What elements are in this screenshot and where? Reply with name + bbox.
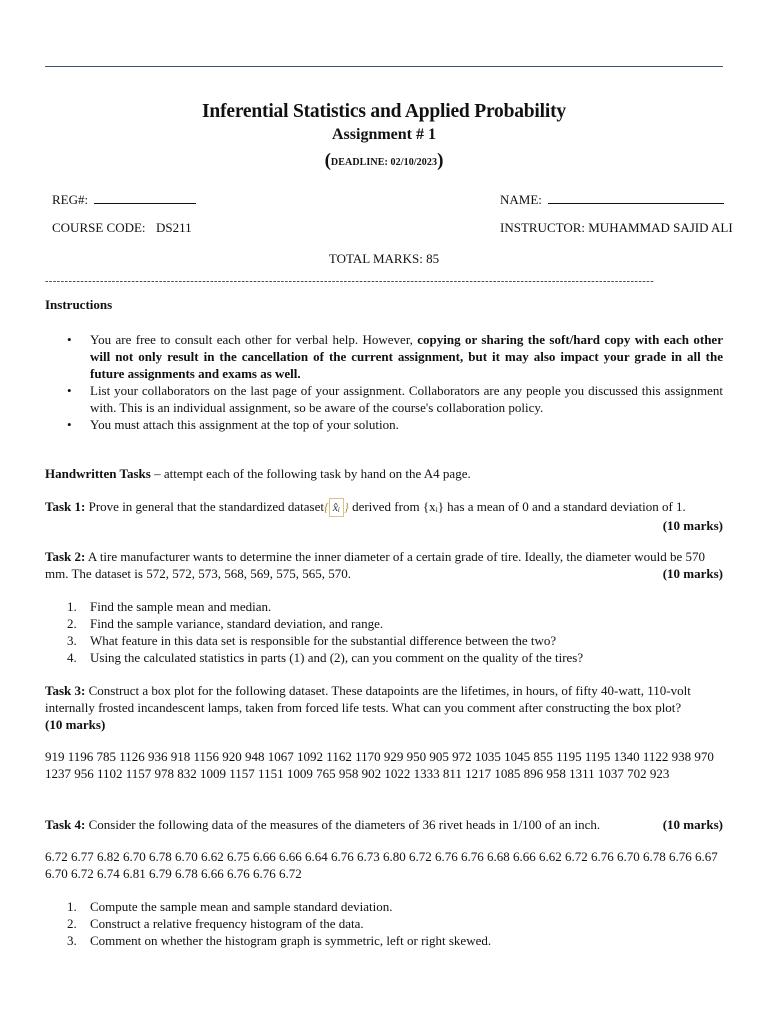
instructions-list [45, 331, 723, 433]
instruction-text: List your collaborators on the last page of your assignment. Collaborators are any people you discussed this assignment with. This is an individual assignment, so be aware of the course's collaboration policy. [90, 383, 723, 415]
instructions-heading: Instructions [45, 297, 113, 312]
task-4-marks: (10 marks) [662, 817, 723, 832]
task-4-text: Consider the following data of the measures of the diameters of 36 rivet heads in 1/100 of an inch. [85, 817, 601, 832]
task-4-item: 3. Comment on whether the histogram graph is symmetric, left or right skewed. [67, 933, 492, 948]
total-marks: TOTAL MARKS: 85 [328, 251, 440, 266]
task-2-item: 3. What feature in this data set is responsible for the substantial difference between the two? [67, 633, 557, 648]
handwritten-tasks [45, 465, 723, 482]
reg-blank [94, 192, 196, 204]
task-4-label: Task 4: [45, 817, 86, 832]
task-3-marks: (10 marks) [45, 717, 106, 732]
instruction-text: You must attach this assignment at the top of your solution. [90, 417, 399, 432]
x-hat-symbol: x̂ᵢ [329, 498, 344, 517]
task-2-item: 4. Using the calculated statistics in parts (1) and (2), can you comment on the quality of the tires? [67, 650, 584, 665]
instructor: INSTRUCTOR: MUHAMMAD SAJID ALI [500, 220, 733, 235]
deadline: (DEADLINE: 02/10/2023) [324, 150, 444, 171]
instruction-text: You are free to consult each other for verbal help. However, [90, 332, 418, 347]
task-2-text: A tire manufacturer wants to determine the inner diameter of a certain grade of tire. Ideally, the diameter would be 570 mm. The dataset is 572, 572, 573, 568, 569, 575, 565, 570. [45, 549, 706, 581]
task-1-label: Task 1: [45, 499, 86, 514]
name-label: NAME: [500, 192, 542, 207]
instruction-bold-text: copying or sharing the soft/hard copy with each other will not only result in the cancellation of the current assignment, but it may also impact your grade in all the future assignments and exams as well. [90, 332, 723, 381]
task-2-item: 1. Find the sample mean and median. [67, 599, 272, 614]
instruction-item: • You are free to consult each other for verbal help. However, copying or sharing the soft/hard copy with each other will not only result in the cancellation of the current assignment, but it may also impact your grade in all the future assignments and exams as well. [67, 332, 723, 381]
name-blank [548, 192, 724, 204]
top-rule [45, 66, 723, 67]
standardized-symbol: { x̂ᵢ } [324, 498, 349, 517]
handwritten-heading: Handwritten Tasks [45, 466, 151, 481]
task-1-text: Prove in general that the standardized dataset [85, 499, 324, 514]
task-4-item-text: Comment on whether the histogram graph is symmetric, left or right skewed. [90, 933, 492, 948]
task-4-list [45, 898, 723, 949]
task-4-item-text: Construct a relative frequency histogram of the data. [90, 916, 364, 931]
dashed-separator: ----------------------------------------------------------------------------------------------------------------------------------------------------------- [45, 276, 655, 287]
task-3 [45, 682, 723, 733]
task-4 [45, 816, 723, 833]
task-2 [45, 548, 723, 582]
assignment-number: Assignment # 1 [331, 126, 436, 143]
instruction-item: • You must attach this assignment at the top of your solution. [67, 417, 399, 432]
task-4-data: 6.72 6.77 6.82 6.70 6.78 6.70 6.62 6.75 6.66 6.66 6.64 6.76 6.73 6.80 6.72 6.76 6.76 6.68 6.66 6.62 6.72 6.76 6.70 6.78 6.76 6.67 6.70 6.72 6.74 6.81 6.79 6.78 6.66 6.76 6.76 6.72 [45, 849, 718, 881]
task-4-item: 2. Construct a relative frequency histogram of the data. [67, 916, 364, 931]
task-2-item-text: Using the calculated statistics in parts (1) and (2), can you comment on the quality of the tires? [90, 650, 584, 665]
task-4-item: 1. Compute the sample mean and sample standard deviation. [67, 899, 393, 914]
task-1 [45, 498, 723, 534]
task-3-text: Construct a box plot for the following dataset. These datapoints are the lifetimes, in hours, of fifty 40-watt, 110-volt internally frosted incandescent lamps, taken from forced life tests. What can you comment after constructing the box plot? [45, 683, 691, 715]
task-3-label: Task 3: [45, 683, 86, 698]
reg-field [52, 192, 196, 208]
document-title: Inferential Statistics and Applied Probability [202, 101, 566, 122]
task-1-text-after: derived from {xᵢ} has a mean of 0 and a standard deviation of 1. [348, 499, 686, 514]
task-2-list [45, 598, 723, 666]
reg-label: REG#: [52, 192, 89, 207]
name-field [500, 192, 724, 208]
task-2-item-text: Find the sample variance, standard deviation, and range. [90, 616, 384, 631]
deadline-text: DEADLINE: 02/10/2023 [330, 157, 438, 168]
task-4-item-text: Compute the sample mean and sample standard deviation. [90, 899, 393, 914]
task-2-label: Task 2: [45, 549, 86, 564]
course-code-label: COURSE CODE: [52, 220, 146, 235]
handwritten-text: – attempt each of the following task by hand on the A4 page. [150, 466, 471, 481]
task-3-data: 919 1196 785 1126 936 918 1156 920 948 1067 1092 1162 1170 929 950 905 972 1035 1045 855 1195 1195 1340 1122 938 970 1237 956 1102 1157 978 832 1009 1157 1151 1009 765 958 902 1022 1333 811 1217 1085 896 958 1311 1037 702 923 [45, 749, 714, 781]
course-code-value: DS211 [156, 220, 192, 235]
task-2-marks: (10 marks) [662, 566, 723, 581]
task-2-item-text: Find the sample mean and median. [90, 599, 272, 614]
task-2-item: 2. Find the sample variance, standard deviation, and range. [67, 616, 384, 631]
task-2-item-text: What feature in this data set is responsible for the substantial difference between the two? [90, 633, 557, 648]
instruction-item: • List your collaborators on the last page of your assignment. Collaborators are any people you discussed this assignment with. This is an individual assignment, so be aware of the course's collaboration policy. [67, 383, 723, 415]
task-1-marks: (10 marks) [662, 518, 723, 533]
